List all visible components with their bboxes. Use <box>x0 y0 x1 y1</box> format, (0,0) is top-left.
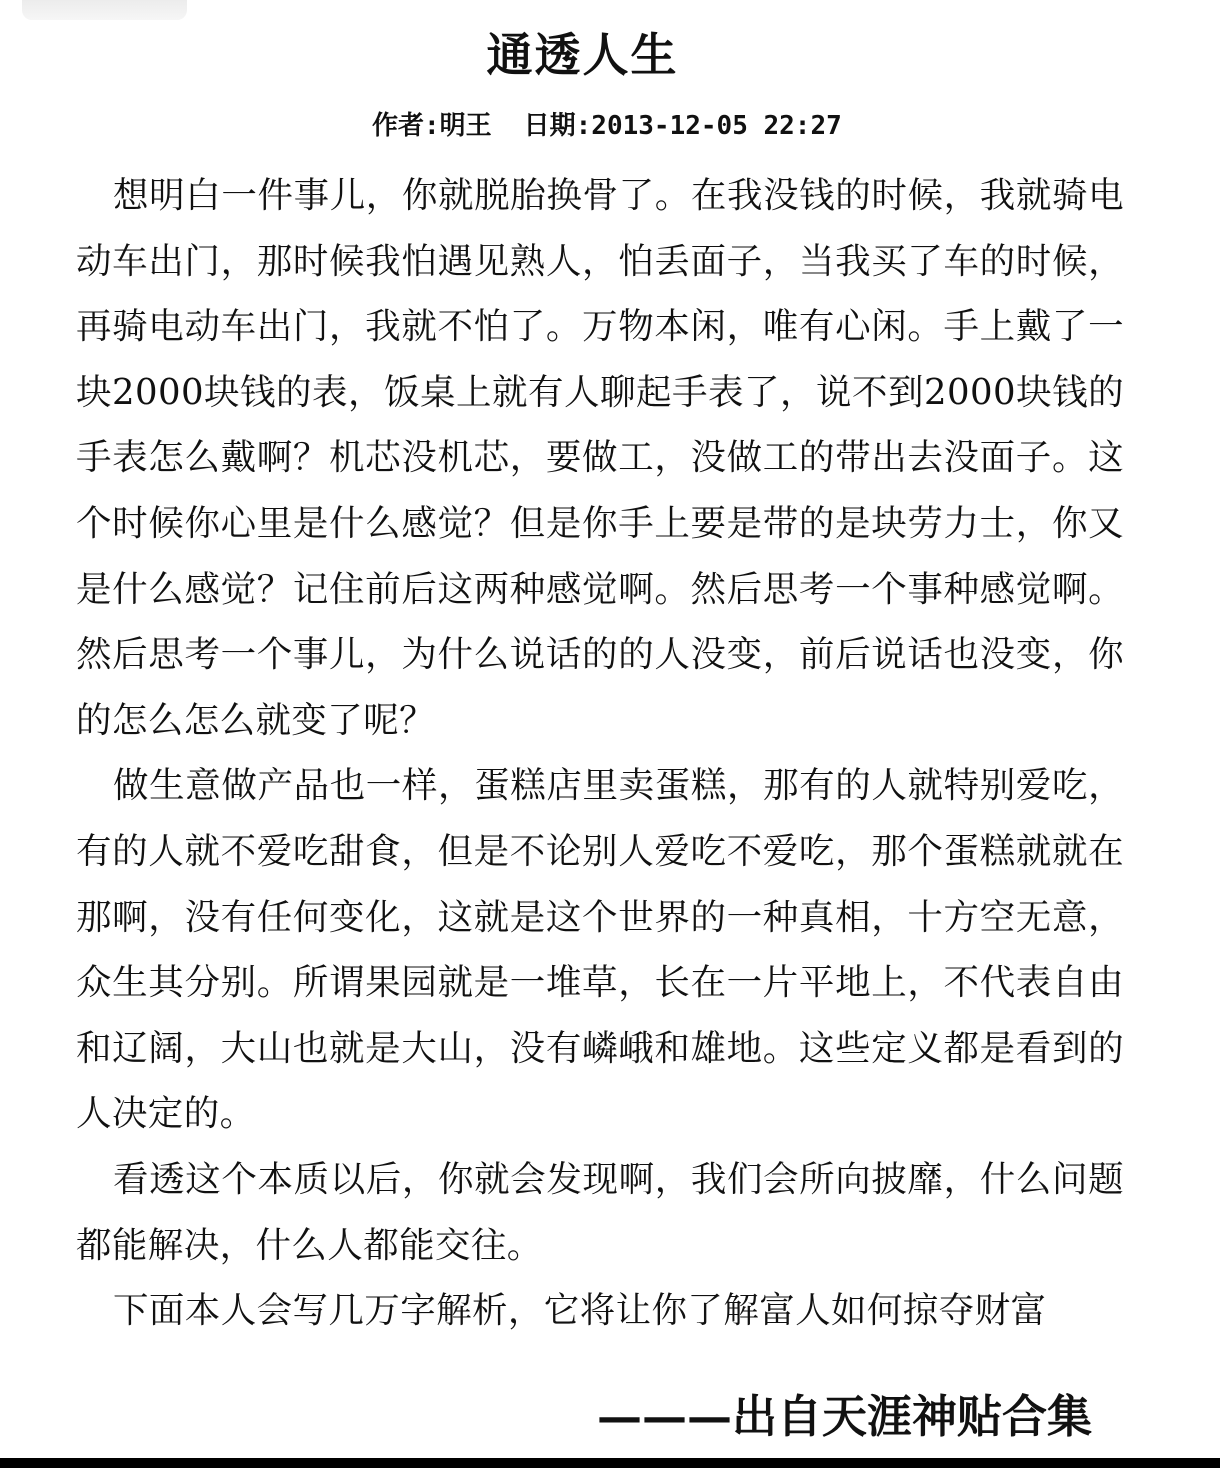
screenshot-corner-mark <box>22 0 187 20</box>
bottom-edge-bar <box>0 1458 1220 1468</box>
article-paragraph-4: 下面本人会写几万字解析，它将让你了解富人如何掠夺财富 <box>113 1290 1047 1332</box>
article-paragraph-3: 看透这个本质以后，你就会发现啊，我们会所向披靡，什么问题都能解决，什么人都能交往。 <box>76 1158 1124 1266</box>
article-meta <box>372 106 842 146</box>
author-label: 作者:明王 <box>372 111 492 141</box>
article-body <box>76 163 1124 1344</box>
article-title: 通透人生 <box>486 28 679 82</box>
article-paragraph-1: 想明白一件事儿，你就脱胎换骨了。在我没钱的时候，我就骑电动车出门，那时候我怕遇见熟人，怕丢面子，当我买了车的时候，再骑电动车出门，我就不怕了。万物本闲，唯有心闲。手上戴了一块2000块钱的表，饭桌上就有人聊起手表了，说不到2000块钱的手表怎么戴啊？机芯没机芯，要做工，没做工的带出去没面子。这个时候你心里是什么感觉？但是你手上要是带的是块劳力士，你又是什么感觉？记住前后这两种感觉啊。然后思考一个事种感觉啊。然后思考一个事儿，为什么说话的的人没变，前后说话也没变，你的怎么怎么就变了呢？ <box>76 175 1124 741</box>
article-source-signature: ———出自天涯神贴合集 <box>596 1390 1092 1443</box>
article-paragraph-2: 做生意做产品也一样，蛋糕店里卖蛋糕，那有的人就特别爱吃，有的人就不爱吃甜食，但是不论别人爱吃不爱吃，那个蛋糕就就在那啊，没有任何变化，这就是这个世界的一种真相，十方空无意，众生其分别。所谓果园就是一堆草，长在一片平地上，不代表自由和辽阔，大山也就是大山，没有嶙峨和雄地。这些定义都是看到的人决定的。 <box>76 765 1124 1135</box>
date-label: 日期:2013-12-05 22:27 <box>523 111 842 141</box>
